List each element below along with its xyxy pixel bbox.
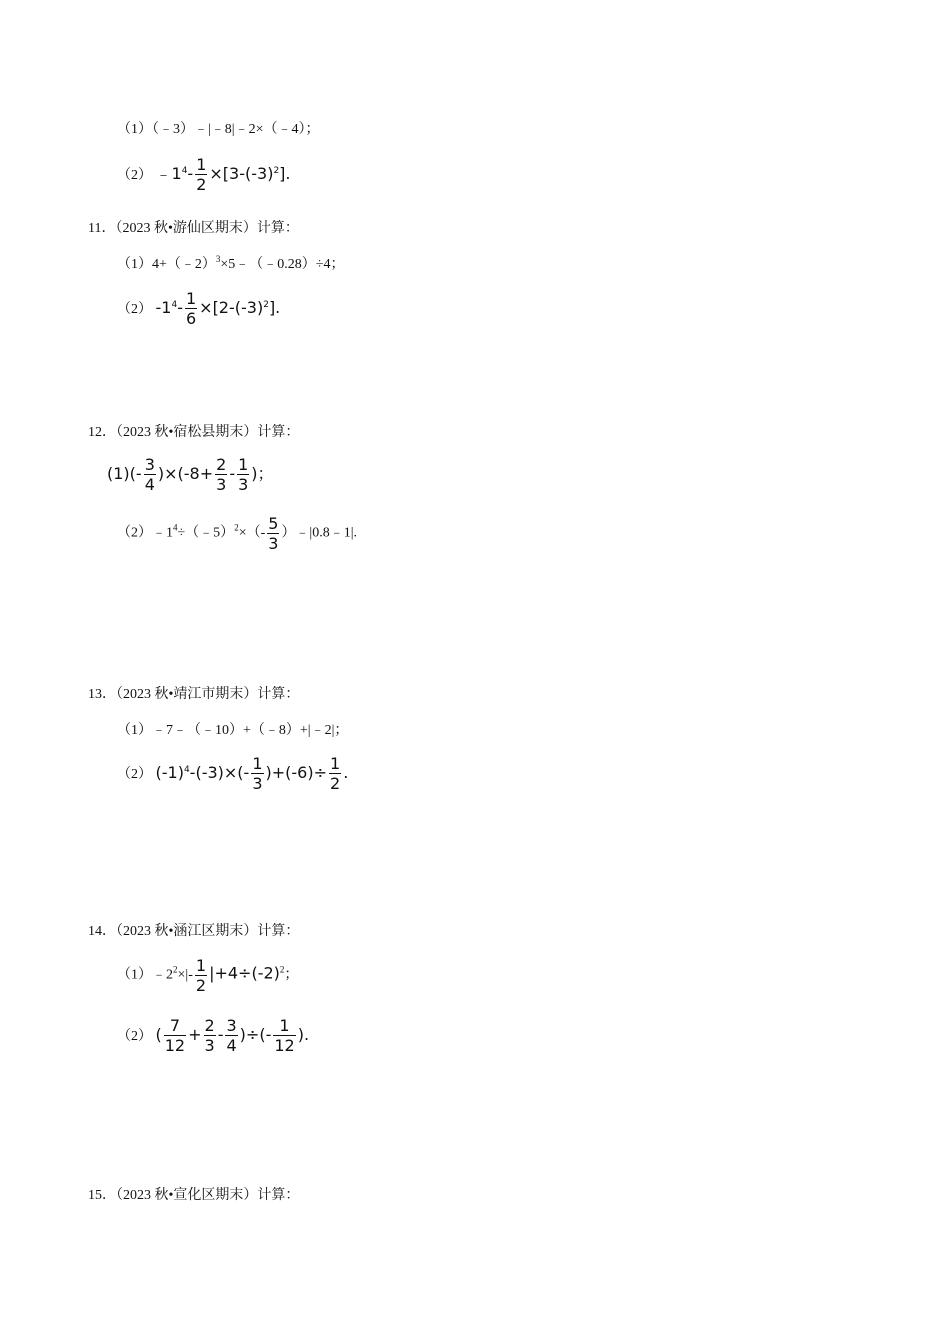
fraction: $\frac{1}{2}$ xyxy=(330,754,341,793)
part-label: （1） xyxy=(117,257,152,272)
q11-title: 11．（2023 秋•游仙区期末）计算： xyxy=(88,221,299,236)
fraction: $\frac{1}{2}$ xyxy=(196,155,207,194)
expression: ﹣7﹣（﹣10）+（﹣8）+|﹣2|； xyxy=(152,723,349,738)
q10-part2 xyxy=(117,155,291,194)
part-label: （1） xyxy=(117,122,152,137)
fraction: $\frac{1}{2}$ xyxy=(195,956,207,995)
fraction: $\frac{7}{12}$ xyxy=(164,1016,186,1055)
expression: （﹣3）﹣|﹣8|﹣2×（﹣4）； xyxy=(152,122,320,137)
expression: $(-1)^4-(-3)\times(-$ $\frac{1}{3}$ )+(-6)÷ $\frac{1}{2}$ . xyxy=(155,754,349,793)
part-label: （2） xyxy=(117,168,152,183)
expression: $-1^4-$ $\frac{1}{6}$ $\times[2-(-3)^2]$. xyxy=(155,289,281,328)
fraction: $\frac{2}{3}$ xyxy=(216,455,227,494)
part-label: （1） xyxy=(117,967,152,983)
part-label: （1） xyxy=(117,723,152,738)
part-label: （2） xyxy=(117,767,152,782)
fraction: $\frac{1}{6}$ xyxy=(185,289,197,328)
fraction: $\frac{2}{3}$ xyxy=(204,1016,215,1055)
q13-part1 xyxy=(117,719,348,739)
q12-part2: $(2)﹣1^4\div(﹣5)^2\times(-$ $\frac{5}{3}$ ）﹣|0.8﹣1|. xyxy=(117,514,358,553)
part-label: （2） xyxy=(117,302,152,317)
expression: (1)(- $\frac{3}{4}$ )×(-8+ $\frac{2}{3}$ - $\frac{1}{3}$ )； xyxy=(107,455,274,494)
part-label: （2） xyxy=(117,525,152,541)
fraction: $\frac{1}{12}$ xyxy=(274,1016,295,1055)
fraction: $\frac{3}{4}$ xyxy=(144,455,155,494)
q13-part2 xyxy=(117,754,348,793)
q11-part2 xyxy=(117,289,280,328)
q14-part1: $(1)﹣2^2\times|-$ $\frac{1}{2}$ $|+4\div(-2)^2$； xyxy=(117,956,299,995)
fraction: $\frac{5}{3}$ xyxy=(268,514,279,553)
fraction: $\frac{1}{3}$ xyxy=(252,754,263,793)
q14-part2 xyxy=(117,1016,309,1055)
part-label: （2） xyxy=(117,1029,152,1044)
q10-part1 xyxy=(117,118,320,138)
q14-title: 14．（2023 秋•涵江区期末）计算： xyxy=(88,924,300,939)
expression: ( $\frac{7}{12}$ + $\frac{2}{3}$ - $\frac{3}{4}$ )÷(- $\frac{1}{12}$ ). xyxy=(155,1016,310,1055)
expression: $﹣1^4-$ $\frac{1}{2}$ $\times[3-(-3)^2]$. xyxy=(155,155,291,194)
fraction: $\frac{1}{3}$ xyxy=(238,455,249,494)
q12-title: 12．（2023 秋•宿松县期末）计算： xyxy=(88,425,300,440)
q13-title: 13．（2023 秋•靖江市期末）计算： xyxy=(88,687,300,702)
fraction: $\frac{3}{4}$ xyxy=(226,1016,237,1055)
q11-part1: （1）4+（﹣2）$^3$×5﹣（﹣0.28）÷4； xyxy=(117,254,345,272)
q12-part1 xyxy=(107,455,274,494)
q15-title: 15．（2023 秋•宣化区期末）计算： xyxy=(88,1188,300,1203)
